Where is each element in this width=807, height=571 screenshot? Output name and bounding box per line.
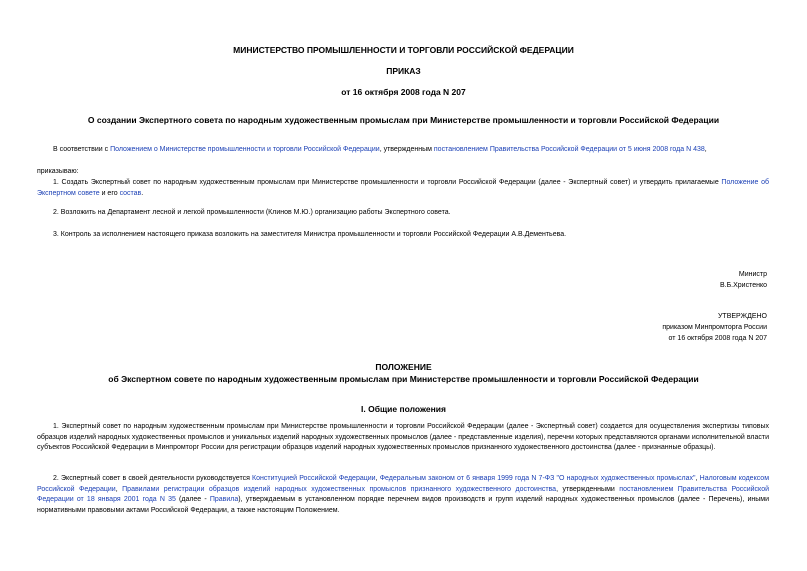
clause-2-text-4: , — [115, 485, 123, 493]
link-ministry-regulation[interactable]: Положением о Министерстве промышленности и торговли Российской Федерации — [110, 146, 380, 153]
regulation-clause-1: 1. Экспертный совет по народным художественным промыслам при Министерстве промышленности и торговли Российской Федерации (далее - Экспертный совет) создается для осуществления экспертизы типовых образцов изделий народных художественных промыслов и уникальных изделий народных художественных промыслов (далее - представленные изделия), перечни которых представляются органами исполнительной власти субъектов Российской Федерации в Минпромторг России для регистрации образцов изделий народных художественных промыслов признанного художественного достоинства (далее - признанные образцы). — [37, 423, 769, 451]
link-government-resolution-438[interactable]: постановлением Правительства Российской Федерации от 5 июня 2008 года N 438 — [433, 146, 705, 153]
clause-2-text-7: ), утверждаемым в установленном порядке перечнем видов производств и групп изделий народных художественных промыслов (далее - Перечень), иными нормативными правовыми актами Российской Федерации, а также настоящим Положением. — [37, 496, 769, 514]
order-item-1 — [37, 178, 769, 199]
order-item-2: 2. Возложить на Департамент лесной и легкой промышленности (Клинов М.Ю.) организацию работы Экспертного совета. — [53, 209, 451, 216]
item-1-text: 1. Создать Экспертный совет по народным художественным промыслам при Министерстве промышленности и торговли Российской Федерации (далее - Экспертный совет) и утвердить прилагаемые — [53, 179, 722, 186]
approval-line-1: УТВЕРЖДЕНО — [717, 313, 767, 320]
order-word: приказываю: — [37, 168, 79, 175]
clause-2-text-3: , — [695, 475, 700, 482]
approval-line-3: от 16 октября 2008 года N 207 — [668, 335, 767, 342]
clause-2-text-6: (далее - — [175, 496, 210, 503]
link-rules[interactable]: Правила — [209, 496, 239, 503]
link-federal-law-7fz[interactable]: Федеральным законом от 6 января 1999 года N 7-ФЗ "О народных художественных промыслах" — [379, 475, 696, 482]
document-title: О создании Экспертного совета по народным художественным промыслам при Министерстве промышленности и торговли Российской Федерации — [87, 115, 720, 125]
section-heading: I. Общие положения — [361, 404, 446, 414]
preamble-text-1: В соответствии с — [53, 146, 111, 153]
approval-line-2: приказом Минпромторга России — [662, 324, 767, 331]
doc-type-heading: ПРИКАЗ — [386, 66, 421, 76]
signature-position: Министр — [738, 271, 767, 278]
item-1-end: . — [141, 189, 144, 197]
clause-2-text-5: , утвержденными — [556, 485, 620, 493]
order-item-3: 3. Контроль за исполнением настоящего приказа возложить на заместителя Министра промышленности и торговли Российской Федерации А.В.Дементьева. — [53, 231, 567, 238]
preamble-text-3: , — [704, 146, 707, 153]
clause-2-text-2: , — [375, 475, 380, 482]
clause-2-text-1: 2. Экспертный совет в своей деятельности руководствуется — [53, 475, 253, 482]
regulation-clause-2 — [37, 474, 769, 516]
regulation-title: ПОЛОЖЕНИЕ — [375, 362, 432, 372]
signature-name: В.Б.Христенко — [719, 282, 767, 289]
link-tax-code[interactable]: Налоговым кодексом Российской Федерации — [37, 475, 770, 493]
link-government-resolution-35[interactable]: постановлением Правительства Российской Федерации от 18 января 2001 года N 35 — [37, 485, 770, 503]
link-regulation-expert-council[interactable]: Положение об Экспертном совете — [37, 179, 769, 197]
regulation-subtitle: об Экспертном совете по народным художественным промыслам при Министерстве промышленности и торговли Российской Федерации — [108, 374, 699, 384]
link-registration-rules[interactable]: Правилами регистрации образцов изделий народных художественных промыслов признанного художественного достоинства — [122, 485, 557, 493]
date-number-heading: от 16 октября 2008 года N 207 — [341, 87, 466, 97]
preamble — [37, 145, 769, 156]
item-1-mid: и его — [99, 189, 120, 197]
link-constitution[interactable]: Конституцией Российской Федерации — [252, 475, 376, 482]
preamble-text-2: , утвержденным — [379, 146, 434, 153]
ministry-heading: МИНИСТЕРСТВО ПРОМЫШЛЕННОСТИ И ТОРГОВЛИ РОССИЙСКОЙ ФЕДЕРАЦИИ — [233, 45, 574, 55]
link-composition[interactable]: состав — [119, 189, 142, 197]
